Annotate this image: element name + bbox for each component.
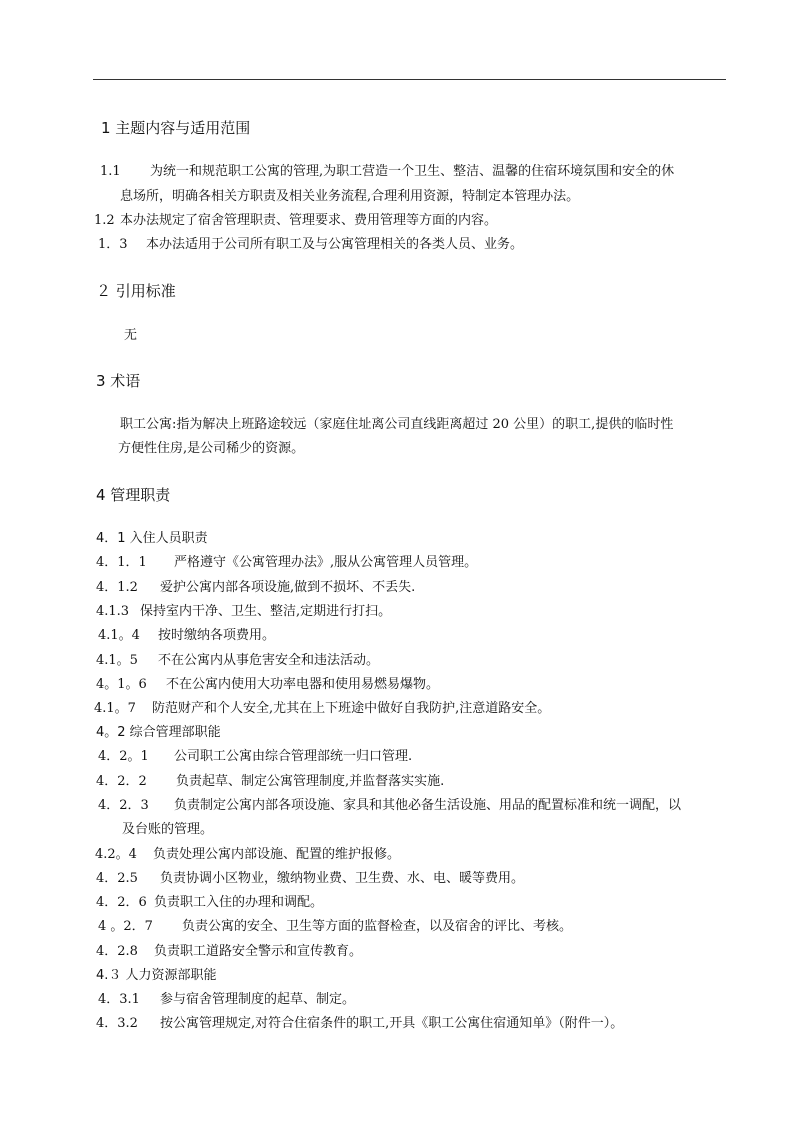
item-4-2-7 [98, 918, 572, 936]
item-text: 负责处理公寓内部设施、配置的维护报修。 [153, 847, 401, 862]
item-number: 4．1.2 [96, 580, 138, 595]
para-1-3-text: 本办法适用于公司所有职工及与公寓管理相关的各类人员、业务。 [146, 237, 524, 252]
item-text: 负责起草、制定公寓管理制度,并监督落实实施. [176, 774, 445, 789]
item-4-2-1 [98, 748, 412, 766]
item-number: 4.1.3 [96, 604, 130, 619]
item-text: 参与宿舍管理制度的起草、制定。 [160, 992, 356, 1007]
para-1-3 [98, 236, 523, 254]
item-text: 负责制定公寓内部各项设施、家具和其他必备生活设施、用品的配置标准和统一调配，以 [174, 798, 682, 813]
item-text: 严格遵守《公寓管理办法》,服从公寓管理人员管理。 [174, 555, 478, 570]
item-number: 4。1。6 [96, 677, 147, 692]
item-text: 负责协调小区物业，缴纳物业费、卫生费、水、电、暖等费用。 [160, 871, 525, 886]
item-4-1-2 [96, 579, 415, 597]
para-1-1-number: 1.1 [100, 164, 121, 179]
item-4-1-3 [96, 603, 391, 621]
item-text: 负责职工入住的办理和调配。 [154, 895, 324, 910]
item-4-2-5 [96, 870, 524, 888]
item-text: 不在公寓内从事危害安全和违法活动。 [158, 653, 380, 668]
item-number: 4．3.2 [96, 1016, 138, 1031]
para-1-1-line-1 [100, 163, 674, 181]
item-4-2-6 [96, 894, 323, 912]
item-text: 防范财产和个人安全,尤其在上下班途中做好自我防护,注意道路安全。 [152, 701, 551, 716]
item-number: 4．3.1 [98, 992, 140, 1007]
item-4-1-5 [96, 652, 379, 670]
item-4-2-8 [96, 943, 362, 961]
item-text: 负责职工道路安全警示和宣传教育。 [154, 944, 363, 959]
section-3-line-1: 职工公寓:指为解决上班路途较远（家庭住址离公司直线距离超过 20 公里）的职工,提供的临时性 [120, 417, 674, 432]
header-rule [93, 79, 726, 80]
item-text: 不在公寓内使用大功率电器和使用易燃易爆物。 [166, 677, 440, 692]
item-number: 4．2。1 [98, 749, 149, 764]
item-number: 4 。2．7 [98, 919, 153, 934]
item-4-2-4 [95, 846, 400, 864]
section-3-heading: 3 术语 [96, 372, 141, 390]
para-1-2-text: 本办法规定了宿舍管理职责、管理要求、费用管理等方面的内容。 [120, 213, 498, 228]
item-number: 4．2.8 [96, 944, 138, 959]
subsection-4-1-heading: 4．1 入住人员职责 [96, 531, 208, 546]
item-text: 保持室内干净、卫生、整洁,定期进行打扫。 [140, 604, 392, 619]
item-text: 爱护公寓内部各项设施,做到不损坏、不丢失. [160, 580, 416, 595]
item-number: 4.2。4 [95, 847, 137, 862]
item-4-1-7 [94, 700, 550, 718]
section-2-heading: ２ 引用标准 [96, 282, 176, 300]
item-number: 4.1。5 [96, 653, 138, 668]
section-3-line-2: 方便性住房,是公司稀少的资源。 [118, 441, 305, 456]
para-1-3-number: 1．3 [98, 237, 128, 252]
item-4-3-2 [96, 1015, 623, 1033]
section-1-heading: 1 主题内容与适用范围 [101, 119, 251, 137]
item-text: 按公寓管理规定,对符合住宿条件的职工,开具《职工公寓住宿通知单》（附件一）。 [160, 1016, 624, 1031]
item-4-2-3-continuation: 及台账的管理。 [122, 822, 214, 837]
item-number: 4．2．3 [98, 798, 149, 813]
item-number: 4．2．2 [96, 774, 147, 789]
item-text: 按时缴纳各项费用。 [158, 628, 276, 643]
para-1-1-line-2: 息场所，明确各相关方职责及相关业务流程,合理利用资源，特制定本管理办法。 [120, 189, 580, 204]
item-number: 4.1。7 [94, 701, 136, 716]
para-1-1-text: 为统一和规范职工公寓的管理,为职工营造一个卫生、整洁、温馨的住宿环境氛围和安全的休 [150, 164, 675, 179]
item-number: 4.1。4 [98, 628, 140, 643]
item-4-1-1 [96, 554, 477, 572]
item-4-1-6 [96, 676, 439, 694]
para-1-2 [94, 212, 497, 230]
item-number: 4．2．6 [96, 895, 147, 910]
item-text: 负责公寓的安全、卫生等方面的监督检查，以及宿舍的评比、考核。 [182, 919, 573, 934]
item-text: 公司职工公寓由综合管理部统一归口管理. [174, 749, 413, 764]
item-4-2-3 [98, 797, 681, 815]
item-4-2-2 [96, 773, 444, 791]
section-2-body: 无 [124, 328, 138, 343]
section-4-heading: 4 管理职责 [96, 486, 171, 504]
subsection-4-3-heading: 4.３ 人力资源部职能 [96, 968, 217, 983]
subsection-4-2-heading: 4。2 综合管理部职能 [96, 725, 221, 740]
item-number: 4．1．1 [96, 555, 147, 570]
item-4-3-1 [98, 991, 355, 1009]
item-4-1-4 [98, 627, 275, 645]
para-1-2-number: 1.2 [94, 213, 115, 228]
item-number: 4．2.5 [96, 871, 138, 886]
